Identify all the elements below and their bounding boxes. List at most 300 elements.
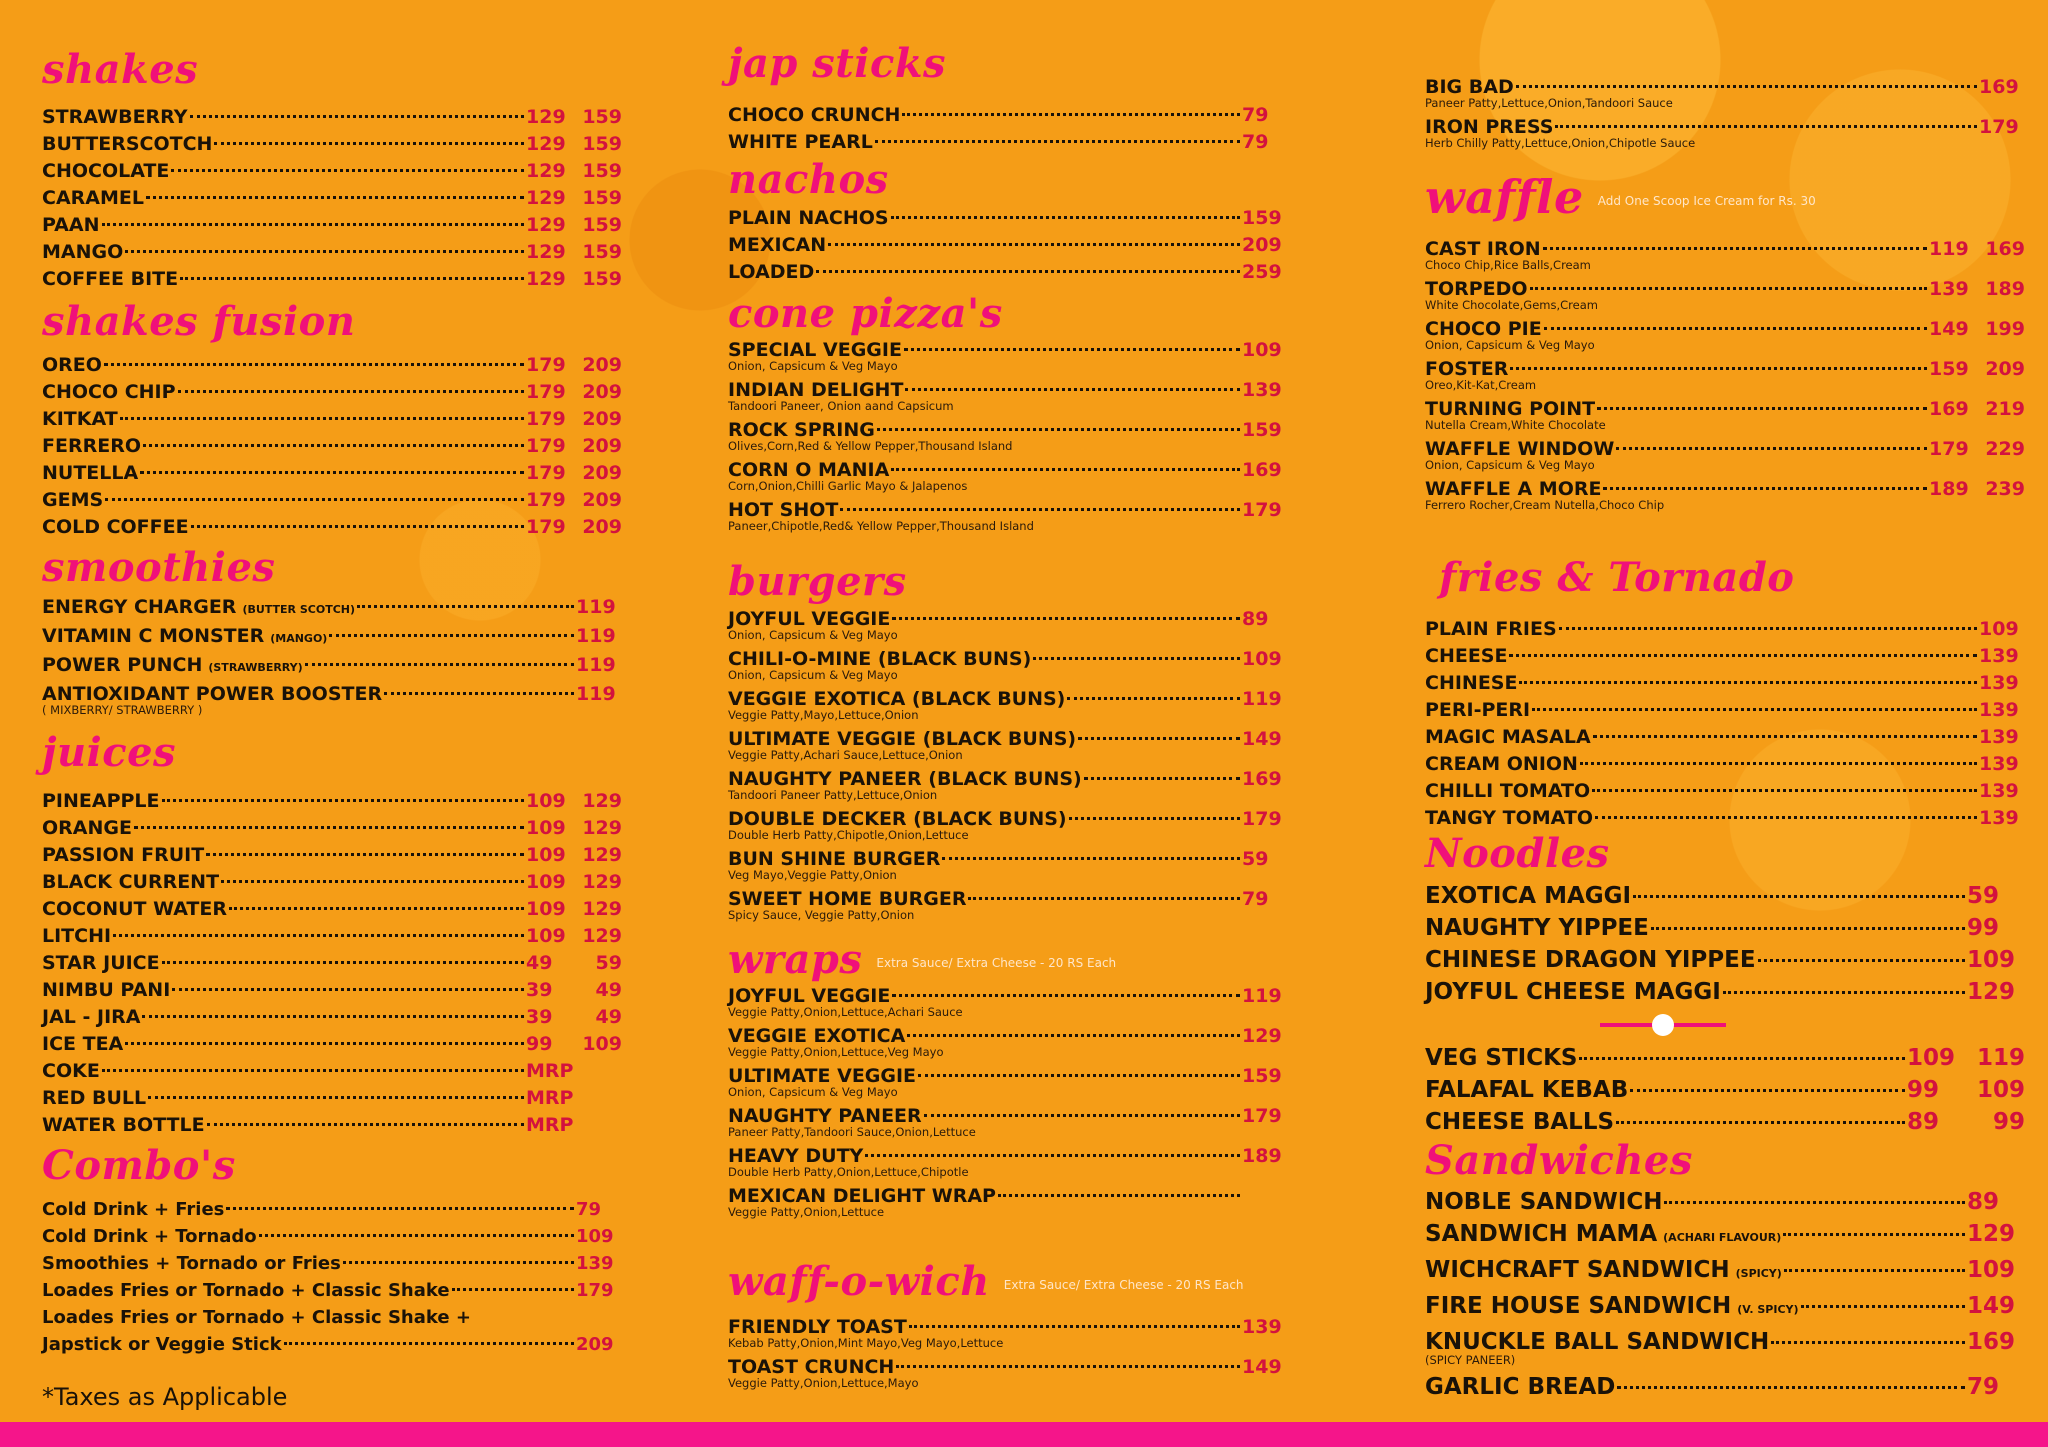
menu-item-row [1425, 912, 2025, 944]
item-name: PINEAPPLE [42, 790, 160, 812]
item-price: 139 [1242, 1316, 1282, 1338]
section-title-jap-sticks: jap sticks [728, 40, 947, 87]
leader-dots [207, 1123, 524, 1126]
menu-item [42, 406, 622, 433]
menu-item [1425, 1218, 2025, 1254]
leader-dots [865, 1154, 1240, 1157]
leader-dots [1664, 1201, 1965, 1204]
item-name: STAR JUICE [42, 952, 160, 974]
item-price: 109 [526, 790, 566, 812]
leader-dots [180, 277, 524, 280]
item-name: TOAST CRUNCH [728, 1356, 895, 1378]
menu-item [1425, 944, 2025, 976]
item-price: 139 [1979, 753, 2019, 775]
item-price: 89 [1967, 1189, 2000, 1215]
leader-dots [343, 1261, 574, 1264]
section-shakes [42, 104, 622, 293]
menu-item [728, 497, 1288, 533]
item-name: WHITE PEARL [728, 131, 873, 153]
item-price: 159 [1242, 419, 1282, 441]
leader-dots [1595, 816, 1977, 819]
item-description: Spicy Sauce, Veggie Patty,Onion [728, 908, 915, 922]
section-title-cone-pizza: cone pizza's [728, 290, 1003, 337]
item-name: Cold Drink + Fries [42, 1199, 225, 1220]
leader-dots [284, 1342, 574, 1345]
leader-dots [892, 994, 1240, 997]
menu-item-row [42, 433, 622, 460]
leader-dots [1559, 627, 1977, 630]
menu-item-row [42, 185, 622, 212]
item-name: WICHCRAFT SANDWICH [1425, 1257, 1730, 1283]
item-price: 129 [526, 268, 566, 290]
menu-item [42, 185, 622, 212]
item-name: MANGO [42, 241, 124, 263]
menu-item [1425, 1074, 2025, 1106]
item-description: ( MIXBERRY/ STRAWBERRY ) [42, 703, 203, 717]
taxes-note: *Taxes as Applicable [42, 1383, 288, 1411]
item-price-large: 159 [582, 214, 622, 236]
menu-item-row [42, 212, 622, 239]
section-title-sandwiches: Sandwiches [1425, 1137, 1693, 1184]
item-price: 109 [1242, 648, 1282, 670]
menu-item [42, 681, 622, 717]
item-description: Ferrero Rocher,Cream Nutella,Choco Chip [1425, 498, 1665, 512]
item-price: 149 [1242, 728, 1282, 750]
section-noodles [1425, 880, 2025, 1008]
section-title-juices: juices [42, 729, 177, 776]
item-price: 109 [526, 898, 566, 920]
menu-item [42, 869, 622, 896]
item-price: 109 [526, 871, 566, 893]
item-name: CHOCO CHIP [42, 381, 176, 403]
item-name: LOADED [728, 261, 815, 283]
leader-dots [206, 853, 524, 856]
item-price-large: 219 [1985, 398, 2025, 420]
section-jap-sticks [728, 102, 1288, 156]
item-name: ULTIMATE VEGGIE (BLACK BUNS) [728, 728, 1077, 750]
menu-item [42, 815, 622, 842]
menu-item [728, 1143, 1288, 1179]
menu-item [42, 433, 622, 460]
item-price: 159 [1929, 358, 1969, 380]
item-name: OREO [42, 354, 102, 376]
section-burger-continued [1425, 74, 2025, 154]
menu-item [42, 1004, 622, 1031]
section-cone-pizza [728, 337, 1288, 537]
leader-dots [214, 142, 524, 145]
item-name: NAUGHTY YIPPEE [1425, 915, 1649, 941]
item-description: Double Herb Patty,Chipotle,Onion,Lettuce [728, 828, 969, 842]
menu-item [42, 460, 622, 487]
menu-item-row [1425, 805, 2025, 832]
leader-dots [1033, 657, 1240, 660]
section-title-noodles: Noodles [1425, 830, 1610, 877]
leader-dots [1616, 447, 1927, 450]
item-name: CHOCO PIE [1425, 318, 1542, 340]
leader-dots [1532, 708, 1977, 711]
item-name: CHOCOLATE [42, 160, 170, 182]
menu-item-row [42, 788, 622, 815]
menu-item-row [42, 1250, 622, 1277]
item-description: Herb Chilly Patty,Lettuce,Onion,Chipotle Sauce [1425, 136, 1696, 150]
menu-item-row [1425, 944, 2025, 976]
menu-item [728, 205, 1288, 232]
item-price: 119 [1929, 238, 1969, 260]
item-price: 109 [1907, 1045, 1956, 1071]
menu-item-row [1425, 751, 2025, 778]
leader-dots [1084, 777, 1240, 780]
menu-item [1425, 236, 2025, 272]
item-price: 129 [526, 241, 566, 263]
menu-item [42, 1112, 622, 1139]
item-name: ANTIOXIDANT POWER BOOSTER [42, 683, 383, 705]
menu-item [42, 514, 622, 541]
item-name: TANGY TOMATO [1425, 807, 1594, 829]
item-price: 39 [526, 1006, 553, 1028]
item-price: 109 [1967, 1257, 2016, 1283]
menu-item [42, 1331, 622, 1358]
item-name: Japstick or Veggie Stick [42, 1334, 282, 1355]
leader-dots [1579, 1057, 1905, 1060]
item-name: CHINESE DRAGON YIPPEE [1425, 947, 1756, 973]
item-price: 139 [1979, 726, 2019, 748]
item-price: 109 [1979, 618, 2019, 640]
item-price: 79 [1242, 888, 1269, 910]
leader-dots [904, 348, 1240, 351]
item-price-large: 209 [582, 381, 622, 403]
leader-dots [125, 250, 524, 253]
menu-item-row [728, 129, 1288, 156]
item-price-large: 239 [1985, 478, 2025, 500]
menu-item [1425, 976, 2025, 1008]
menu-item-row [1425, 616, 2025, 643]
menu-item-row [42, 896, 622, 923]
item-name: Loades Fries or Tornado + Classic Shake [42, 1280, 450, 1301]
menu-item [728, 686, 1288, 722]
menu-item [42, 239, 622, 266]
item-description: Kebab Patty,Onion,Mint Mayo,Veg Mayo,Lettuce [728, 1336, 1004, 1350]
item-price: 179 [1929, 438, 1969, 460]
menu-item-row [42, 1277, 622, 1304]
menu-item-row [42, 1004, 622, 1031]
menu-item-row [1425, 880, 2025, 912]
menu-item [1425, 114, 2025, 150]
menu-item [1425, 1290, 2025, 1326]
section-title-waffowich [728, 1258, 1244, 1305]
leader-dots [259, 1234, 574, 1237]
item-name: NAUGHTY PANEER [728, 1105, 922, 1127]
item-price-large: 209 [582, 462, 622, 484]
wraps-note: Extra Sauce/ Extra Cheese - 20 RS Each [876, 956, 1117, 970]
menu-item [42, 379, 622, 406]
item-price-large: 169 [1985, 238, 2025, 260]
item-description: Paneer Patty,Tandoori Sauce,Onion,Lettuce [728, 1125, 976, 1139]
section-wraps [728, 983, 1288, 1223]
leader-dots [828, 243, 1240, 246]
item-price: 169 [1929, 398, 1969, 420]
leader-dots [1067, 697, 1240, 700]
item-description: Paneer,Chipotle,Red& Yellow Pepper,Thousand Island [728, 519, 1034, 533]
item-price: 129 [526, 160, 566, 182]
leader-dots [891, 216, 1240, 219]
menu-item [42, 1277, 622, 1304]
leader-dots [1593, 735, 1977, 738]
item-price: 49 [526, 952, 553, 974]
item-price: 139 [1979, 645, 2019, 667]
menu-item-row [728, 205, 1288, 232]
item-name: JOYFUL VEGGIE [728, 608, 891, 630]
leader-dots [162, 799, 524, 802]
leader-dots [148, 1096, 524, 1099]
leader-dots [1630, 1089, 1905, 1092]
item-price: 59 [1242, 848, 1269, 870]
item-name: BIG BAD [1425, 76, 1514, 98]
section-juices [42, 788, 622, 1139]
menu-item [1425, 436, 2025, 472]
item-price: 99 [1967, 915, 2000, 941]
item-name: JOYFUL VEGGIE [728, 985, 891, 1007]
leader-dots [1078, 737, 1240, 740]
leader-dots [104, 363, 524, 366]
leader-dots [942, 857, 1240, 860]
leader-dots [221, 880, 524, 883]
item-name: DOUBLE DECKER (BLACK BUNS) [728, 808, 1067, 830]
item-name: ICE TEA [42, 1033, 124, 1055]
menu-item-row [42, 1196, 622, 1223]
menu-item-row [42, 1112, 622, 1139]
item-price-large: 49 [595, 979, 622, 1001]
menu-item [728, 1023, 1288, 1059]
item-name: NUTELLA [42, 462, 139, 484]
item-name: JOYFUL CHEESE MAGGI [1425, 979, 1721, 1005]
section-title-smoothies: smoothies [42, 544, 276, 591]
menu-item-row [42, 266, 622, 293]
leader-dots [113, 934, 524, 937]
menu-item-row [1425, 697, 2025, 724]
item-description: Tandoori Paneer Patty,Lettuce,Onion [728, 788, 938, 802]
leader-dots [125, 1042, 524, 1045]
item-price: 169 [1979, 76, 2019, 98]
item-price: 179 [576, 1280, 614, 1301]
menu-item-row [42, 923, 622, 950]
menu-item [728, 606, 1288, 642]
item-price-large: 229 [1985, 438, 2025, 460]
item-name: FIRE HOUSE SANDWICH [1425, 1293, 1732, 1319]
leader-dots [1801, 1305, 1965, 1308]
menu-item [42, 104, 622, 131]
item-name: COKE [42, 1060, 100, 1082]
item-price: 189 [1929, 478, 1969, 500]
menu-item-row [42, 623, 622, 652]
item-name: CARAMEL [42, 187, 144, 209]
item-flavour: (ACHARI FLAVOUR) [1663, 1231, 1782, 1244]
item-name: ORANGE [42, 817, 132, 839]
item-price: 179 [1242, 499, 1282, 521]
item-name: VEGGIE EXOTICA [728, 1025, 906, 1047]
menu-item [1425, 1106, 2025, 1138]
item-price: 129 [526, 187, 566, 209]
leader-dots [1510, 367, 1927, 370]
section-title-combos: Combo's [42, 1142, 236, 1189]
leader-dots [1633, 895, 1965, 898]
menu-item-row [42, 514, 622, 541]
item-flavour: (BUTTER SCOTCH) [242, 603, 356, 616]
item-price: 79 [576, 1199, 602, 1220]
menu-item [728, 337, 1288, 373]
menu-item-row [42, 1031, 622, 1058]
menu-item [728, 886, 1288, 922]
item-price: 109 [526, 925, 566, 947]
leader-dots [907, 1034, 1240, 1037]
item-price: 109 [1967, 947, 2016, 973]
leader-dots [1597, 407, 1927, 410]
menu-item [42, 1304, 622, 1331]
leader-dots [896, 1365, 1240, 1368]
item-name: CHILLI TOMATO [1425, 780, 1591, 802]
leader-dots [1616, 1121, 1905, 1124]
item-price: 259 [1242, 261, 1282, 283]
leader-dots [892, 617, 1240, 620]
section-shakes-fusion [42, 352, 622, 541]
leader-dots [171, 169, 524, 172]
menu-item [1425, 476, 2025, 512]
item-price-large: 59 [595, 952, 622, 974]
menu-item [42, 788, 622, 815]
item-name: BUTTERSCOTCH [42, 133, 213, 155]
menu-item-row [42, 487, 622, 514]
menu-item-row [42, 1058, 622, 1085]
item-price-large: 129 [582, 844, 622, 866]
leader-dots [140, 471, 524, 474]
leader-dots [1592, 789, 1977, 792]
menu-item-row [728, 232, 1288, 259]
menu-item [728, 766, 1288, 802]
menu-item-row [42, 104, 622, 131]
wraps-title: wraps [728, 936, 863, 983]
item-description: Corn,Onion,Chilli Garlic Mayo & Jalapenos [728, 479, 968, 493]
item-price-large: 109 [582, 1033, 622, 1055]
item-price: 119 [576, 625, 616, 647]
waffowich-note: Extra Sauce/ Extra Cheese - 20 RS Each [1003, 1278, 1244, 1292]
menu-item [1425, 276, 2025, 312]
item-price-large: 129 [582, 817, 622, 839]
item-name: MEXICAN DELIGHT WRAP [728, 1185, 996, 1207]
divider-dot [1652, 1014, 1674, 1036]
menu-item [42, 1085, 622, 1112]
item-price: 139 [1979, 807, 2019, 829]
menu-item-row [728, 102, 1288, 129]
menu-item [728, 806, 1288, 842]
menu-item [1425, 643, 2025, 670]
item-price: 139 [1979, 780, 2019, 802]
item-price: 149 [1967, 1293, 2016, 1319]
item-description: Double Herb Patty,Onion,Lettuce,Chipotle [728, 1165, 969, 1179]
menu-item [1425, 805, 2025, 832]
item-name: FERRERO [42, 435, 141, 457]
leader-dots [875, 140, 1240, 143]
item-price: 149 [1929, 318, 1969, 340]
item-price: 79 [1242, 104, 1269, 126]
item-price: 169 [1242, 768, 1282, 790]
item-name: Cold Drink + Tornado [42, 1226, 257, 1247]
menu-item [728, 1063, 1288, 1099]
item-name: MAGIC MASALA [1425, 726, 1591, 748]
menu-item-row [42, 815, 622, 842]
menu-item [728, 1183, 1288, 1219]
leader-dots [305, 663, 574, 666]
item-price-large: 159 [582, 133, 622, 155]
menu-item [1425, 880, 2025, 912]
item-name: IRON PRESS [1425, 116, 1554, 138]
menu-item-row [1425, 724, 2025, 751]
leader-dots [918, 1074, 1240, 1077]
menu-item-row [42, 460, 622, 487]
item-price: 119 [576, 596, 616, 618]
item-price-large: 209 [582, 408, 622, 430]
menu-item [42, 1058, 622, 1085]
item-price: 179 [526, 381, 566, 403]
menu-item [42, 487, 622, 514]
item-price-large: 159 [582, 160, 622, 182]
menu-item-row [42, 239, 622, 266]
leader-dots [191, 525, 524, 528]
menu-item [728, 983, 1288, 1019]
item-flavour: (MANGO) [270, 632, 328, 645]
menu-item [42, 896, 622, 923]
item-price: 119 [1242, 688, 1282, 710]
item-name: NOBLE SANDWICH [1425, 1189, 1663, 1215]
leader-dots [1069, 817, 1240, 820]
menu-item-row [1425, 976, 2025, 1008]
item-name: CHEESE [1425, 645, 1508, 667]
item-description: Veg Mayo,Veggie Patty,Onion [728, 868, 897, 882]
leader-dots [134, 826, 524, 829]
item-price-large: 209 [582, 489, 622, 511]
item-name: WAFFLE A MORE [1425, 478, 1602, 500]
menu-item [1425, 1042, 2025, 1074]
menu-item-row [42, 158, 622, 185]
menu-item [1425, 396, 2025, 432]
item-name: ROCK SPRING [728, 419, 875, 441]
leader-dots [190, 115, 524, 118]
menu-item [728, 846, 1288, 882]
item-price: 79 [1967, 1374, 2000, 1400]
section-title-shakes: shakes [42, 46, 199, 93]
item-price-large: 49 [595, 1006, 622, 1028]
item-name: PASSION FRUIT [42, 844, 205, 866]
leader-dots [840, 508, 1240, 511]
leader-dots [229, 907, 524, 910]
item-name: CAST IRON [1425, 238, 1541, 260]
item-description: Veggie Patty,Onion,Lettuce,Achari Sauce [728, 1005, 963, 1019]
item-price: 99 [1907, 1077, 1940, 1103]
menu-item [1425, 751, 2025, 778]
menu-item-row [42, 594, 622, 623]
menu-item-row [1425, 1290, 2025, 1326]
item-price-large: 109 [1976, 1077, 2025, 1103]
menu-item-row [42, 1085, 622, 1112]
section-title-wraps [728, 936, 1117, 983]
menu-item [728, 417, 1288, 453]
leader-dots [105, 498, 524, 501]
item-price: MRP [526, 1114, 574, 1136]
leader-dots [1555, 125, 1977, 128]
item-name: EXOTICA MAGGI [1425, 883, 1632, 909]
menu-item [728, 232, 1288, 259]
leader-dots [905, 388, 1240, 391]
menu-item [42, 158, 622, 185]
menu-item [42, 1196, 622, 1223]
